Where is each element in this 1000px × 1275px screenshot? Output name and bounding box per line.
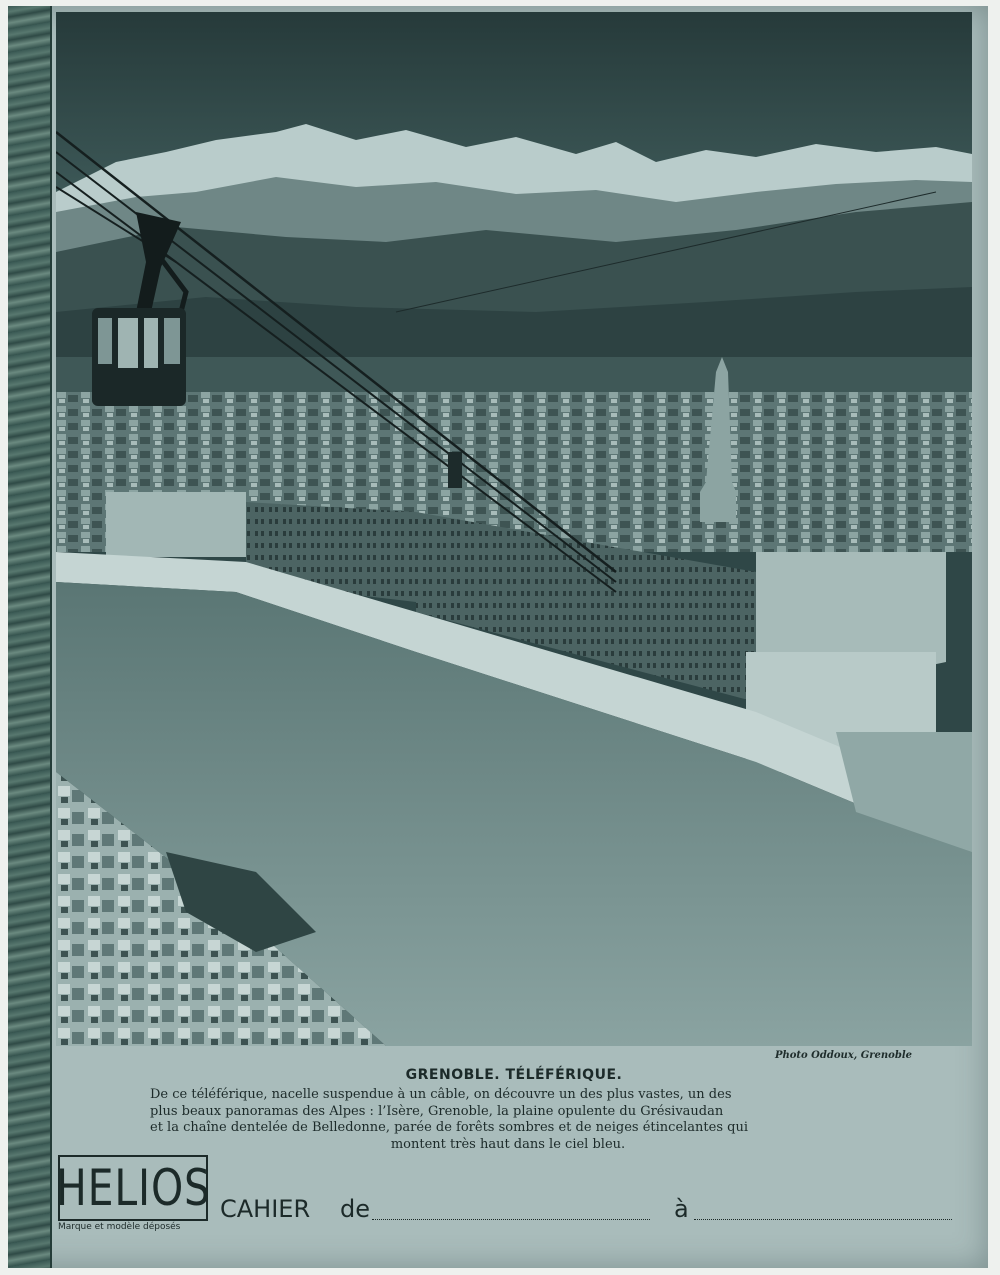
caption-line: montent très haut dans le ciel bleu. xyxy=(390,1136,626,1152)
owner-name-line[interactable] xyxy=(372,1219,650,1220)
grenoble-teleferique-photo xyxy=(56,12,972,1046)
helios-logo xyxy=(55,1155,211,1221)
caption-line: plus beaux panoramas des Alpes : l’Isère, Grenoble, la plaine opulente du Grésivaudan xyxy=(150,1103,724,1119)
owner-label: de xyxy=(340,1195,370,1223)
subject-line[interactable] xyxy=(694,1219,952,1220)
subject-label: à xyxy=(674,1195,689,1223)
photo-credit: Photo Oddoux, Grenoble xyxy=(774,1050,912,1061)
caption-line: et la chaîne dentelée de Belledonne, parée de forêts sombres et de neiges étincelantes qui xyxy=(150,1120,748,1135)
brand-tagline: Marque et modèle déposés xyxy=(58,1222,181,1232)
cahier-label: CAHIER xyxy=(220,1195,311,1223)
caption-title: GRENOBLE. TÉLÉFÉRIQUE. xyxy=(405,1067,623,1083)
cover-photo xyxy=(56,12,972,1046)
cover-spine xyxy=(8,6,52,1268)
caption-body xyxy=(150,1087,866,1153)
logo-text: HELIOS xyxy=(55,1159,211,1217)
caption-line: De ce téléférique, nacelle suspendue à un câble, on découvre un des plus vastes, un des xyxy=(150,1087,732,1102)
